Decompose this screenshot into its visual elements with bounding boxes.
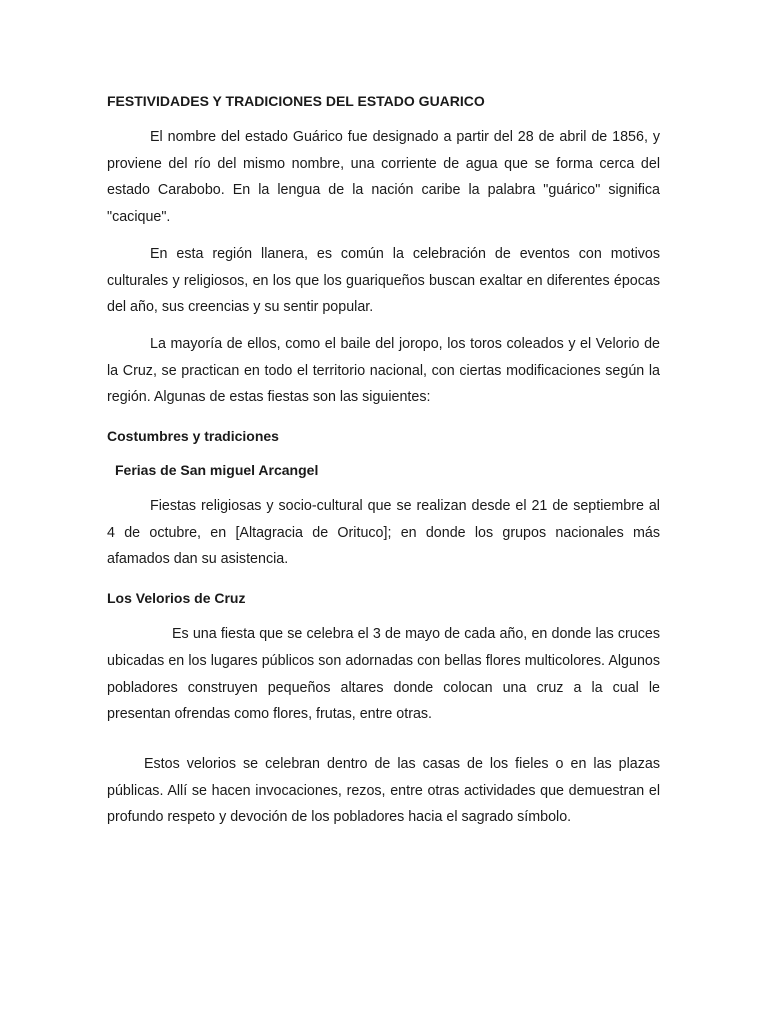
document-title: FESTIVIDADES Y TRADICIONES DEL ESTADO GUARICO	[107, 93, 485, 109]
section-heading: Costumbres y tradiciones	[107, 428, 279, 445]
paragraph-regional-celebrations: En esta región llanera, es común la celebración de eventos con motivos culturales y religiosos, en los que los guariqueños buscan exaltar en diferentes épocas del año, sus creencias y su sentir popular.	[107, 245, 660, 316]
subsection-heading-velorios: Los Velorios de Cruz	[107, 590, 246, 607]
paragraph-origin-name: El nombre del estado Guárico fue designado a partir del 28 de abril de 1856, y proviene del río del mismo nombre, una corriente de agua que se forma cerca del estado Carabobo. En la lengua de la nación caribe la palabra "guárico" significa "cacique".	[107, 129, 660, 226]
subsection-heading-ferias: Ferias de San miguel Arcangel	[115, 462, 319, 479]
paragraph-velorios-celebration: Estos velorios se celebran dentro de las casas de los fieles o en las plazas públicas. Allí se hacen invocaciones, rezos, entre otras actividades que demuestran el profundo respeto y devoción de los pobladores hacia el sagrado símbolo.	[107, 755, 660, 826]
paragraph-velorios-description: Es una fiesta que se celebra el 3 de mayo de cada año, en donde las cruces ubicadas en los lugares públicos son adornadas con bellas flores multicolores. Algunos pobladores construyen pequeños altares donde colocan una cruz a la cual le presentan ofrendas como flores, frutas, entre otras.	[107, 626, 660, 723]
paragraph-national-practices: La mayoría de ellos, como el baile del joropo, los toros coleados y el Velorio de la Cruz, se practican en todo el territorio nacional, con ciertas modificaciones según la región. Algunas de estas fiestas son las siguientes:	[107, 335, 660, 406]
paragraph-ferias: Fiestas religiosas y socio-cultural que se realizan desde el 21 de septiembre al 4 de octubre, en [Altagracia de Orituco]; en donde los grupos nacionales más afamados dan su asistencia.	[107, 498, 660, 568]
